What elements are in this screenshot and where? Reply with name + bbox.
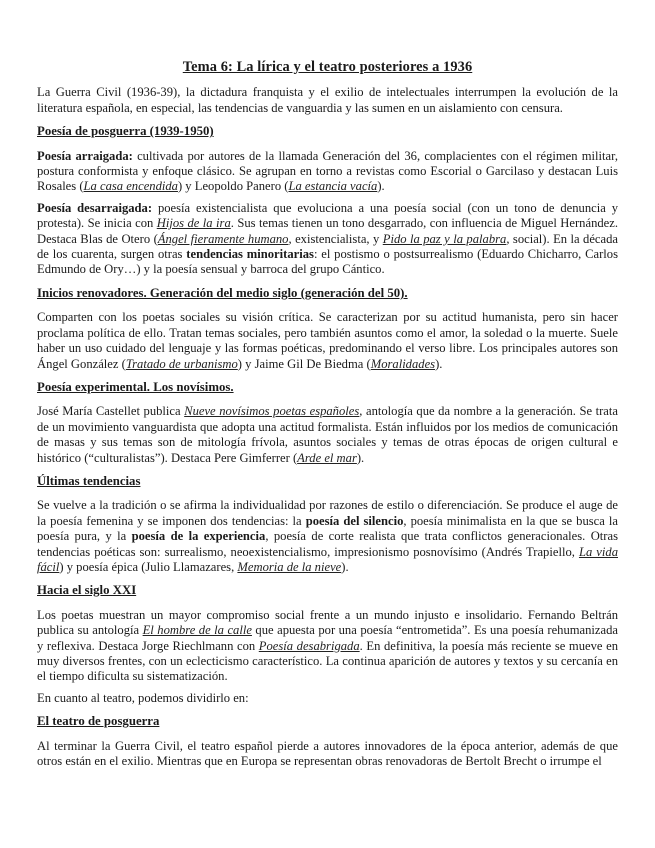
term-poesia-desarraigada: Poesía desarraigada: <box>37 200 153 215</box>
paragraph-poesia-arraigada: Poesía arraigada: cultivada por autores de la llamada Generación del 36, complacientes con el régimen militar, postura conformista y enfoque clásico. Se agrupan en torno a revistas como Escorial o Garcilaso y destacan Luis Rosales (La casa encendida) y Leopoldo Panero (La estancia vacía). <box>37 148 618 194</box>
work-title: Pido la paz y la palabra <box>382 231 507 246</box>
work-title: Hijos de la ira <box>156 216 231 231</box>
work-title: Nueve novísimos poetas españoles <box>184 404 360 419</box>
paragraph-poesia-desarraigada: Poesía desarraigada: poesía existencialista que evoluciona a una poesía social (con un tono de denuncia y protesta). Se inicia con Hijos de la ira. Sus temas tienen un tono desgarrado, con influencia de Miguel Hernández. Destaca Blas de Otero (Ángel fieramente humano, existencialista, y Pido la paz y la palabra, social). En la década de los cuarenta, surgen otras tendencias minoritarias: el postismo o postsurrealismo (Eduardo Chicharro, Carlos Edmundo de Ory…) y la poesía sensual y barroca del grupo Cántico. <box>37 200 619 277</box>
section-heading-teatro-posguerra: El teatro de posguerra <box>37 714 160 729</box>
work-title: Tratado de urbanismo <box>125 356 238 371</box>
term-poesia-experiencia: poesía de la experiencia <box>131 529 266 544</box>
term-tendencias-minoritarias: tendencias minoritarias <box>186 247 314 262</box>
work-title: La casa encendida <box>83 179 178 194</box>
term-poesia-arraigada: Poesía arraigada: <box>37 148 133 163</box>
section-heading-ultimas-tendencias: Últimas tendencias <box>37 473 141 488</box>
page-title: Tema 6: La lírica y el teatro posteriores a 1936 <box>182 59 473 75</box>
work-title: Arde el mar <box>297 450 357 465</box>
section-heading-siglo-xxi: Hacia el siglo XXI <box>37 583 137 598</box>
work-title: Moralidades <box>370 356 436 371</box>
paragraph-siglo-xxi: Los poetas muestran un mayor compromiso social frente a un mundo injusto e insolidario. Fernando Beltrán publica su antología El hombre de la calle que apuesta por una poesía “entrometida”. Es una poesía rehumanizada y reflexiva. Destaca Jorge Riechlmann con Poesía desabrigada. En definitiva, la poesía más reciente se mueve en muy diversos frentes, con un eclecticismo característico. La continua aparición de autores y textos y su cercanía en el tiempo dificulta su sistematización. <box>37 607 618 684</box>
work-title: La estancia vacía <box>288 179 378 194</box>
work-title: Ángel fieramente humano <box>157 231 289 246</box>
intro-paragraph: La Guerra Civil (1936-39), la dictadura franquista y el exilio de intelectuales interrumpen la evolución de la literatura española, en especial, las tendencias de vanguardia y las sumen en un aislamiento con censura. <box>37 85 618 115</box>
section-heading-medio-siglo: Inicios renovadores. Generación del medio siglo (generación del 50). <box>37 285 408 300</box>
work-title: La vida fácil <box>37 544 618 574</box>
section-heading-novisimos: Poesía experimental. Los novísimos. <box>37 379 234 394</box>
section-heading-posguerra: Poesía de posguerra (1939-1950) <box>37 124 214 139</box>
work-title: Memoria de la nieve <box>237 559 342 574</box>
paragraph-ultimas-tendencias: Se vuelve a la tradición o se afirma la individualidad por razones de estilo o diferenciación. Se produce el auge de la poesía femenina y se imponen dos tendencias: la poesía del silencio, poesía minimalista en la que se busca la poesía pura, y la poesía de la experiencia, poesía de corte realista que trata conflictos generacionales. Otras tendencias poéticas son: surrealismo, neoexistencialismo, impresionismo posnovísimo (Andrés Trapiello, La vida fácil) y poesía épica (Julio Llamazares, Memoria de la nieve). <box>37 498 619 574</box>
work-title: Poesía desabrigada <box>258 638 360 653</box>
term-poesia-silencio: poesía del silencio <box>305 513 404 528</box>
paragraph-novisimos: José María Castellet publica Nueve novísimos poetas españoles, antología que da nombre a la generación. Se trata de un movimiento vanguardista que adopta una actitud formalista. Están influidos por los medios de comunicación de masas y sus temas son de mitología frívola, asuntos sociales y temas de otras épocas de origen cultural e histórico (“culturalistas”). Destaca Pere Gimferrer (Arde el mar). <box>37 404 618 465</box>
paragraph-medio-siglo: Comparten con los poetas sociales su visión crítica. Se caracterizan por su actitud humanista, pero sin hacer proclama política de ello. Tratan temas sociales, pero también asuntos como el amor, la soledad o la muerte. Suele haber un uso cuidado del lenguaje y las formas poéticas, predominando el verso libre. Los principales autores son Ángel González (Tratado de urbanismo) y Jaime Gil De Biedma (Moralidades). <box>37 310 618 371</box>
paragraph-teatro-posguerra: Al terminar la Guerra Civil, el teatro español pierde a autores innovadores de la época anterior, además de que otros están en el exilio. Mientras que en Europa se representan obras renovadoras de Bertolt Brecht o irrumpe el <box>37 738 618 769</box>
paragraph-teatro-intro: En cuanto al teatro, podemos dividirlo en: <box>37 690 249 705</box>
work-title: El hombre de la calle <box>142 623 252 638</box>
